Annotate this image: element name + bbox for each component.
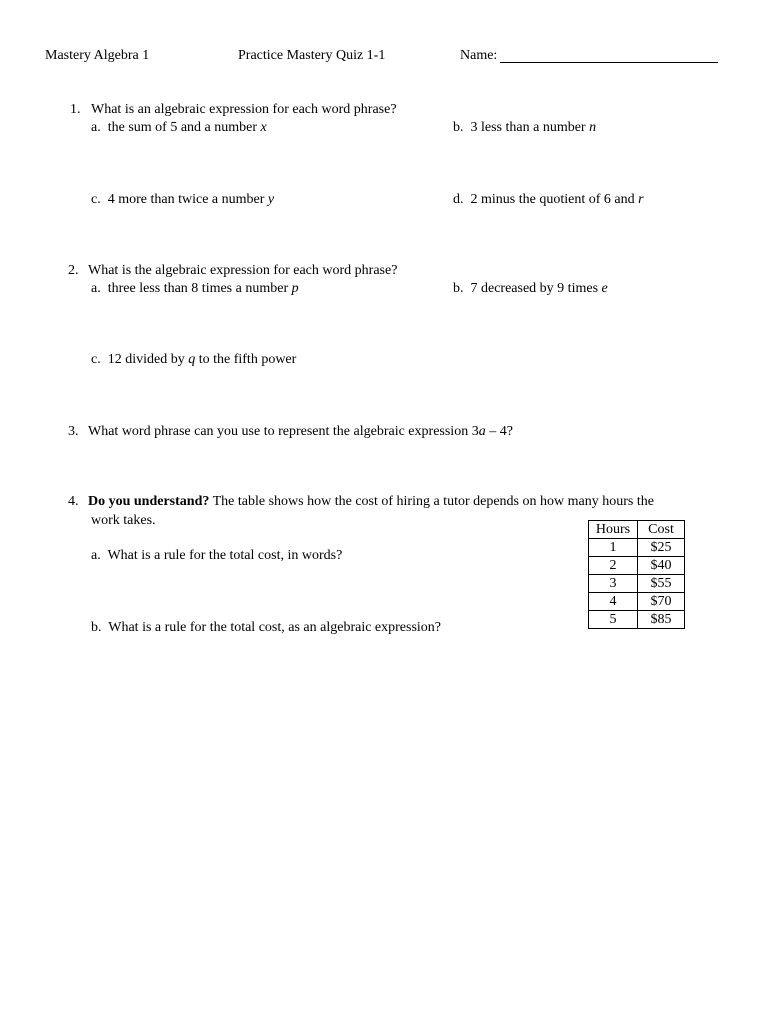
- q2-a-text: three less than 8 times a number: [107, 281, 292, 296]
- table-row: [589, 539, 685, 557]
- q1-part-a: [91, 119, 267, 137]
- q1-part-d: [453, 191, 644, 209]
- q4-bold-lead: Do you understand?: [88, 494, 210, 509]
- table-row: [589, 593, 685, 611]
- q1-b-label: b.: [453, 120, 464, 135]
- q2-prompt: What is the algebraic expression for each word phrase?: [88, 263, 398, 278]
- q2-b-variable: e: [601, 281, 608, 296]
- header-cost: Cost: [638, 521, 685, 539]
- cell-cost: $85: [638, 611, 685, 629]
- q1-number: 1.: [70, 102, 81, 117]
- q1-d-text: 2 minus the quotient of 6 and: [470, 192, 639, 207]
- q4-part-a: [91, 547, 342, 565]
- q2-c-text-post: to the fifth power: [195, 352, 297, 367]
- cell-hours: 5: [589, 611, 638, 629]
- table-row: [589, 611, 685, 629]
- cell-hours: 2: [589, 557, 638, 575]
- q1-a-variable: x: [260, 120, 267, 135]
- q4-a-label: a.: [91, 548, 101, 563]
- header-hours: Hours: [589, 521, 638, 539]
- q3-text-pre: What word phrase can you use to represent the algebraic expression 3: [88, 424, 479, 439]
- name-blank-line[interactable]: [500, 62, 718, 63]
- q1-b-variable: n: [589, 120, 597, 135]
- cell-cost: $70: [638, 593, 685, 611]
- q1-part-b: [453, 119, 596, 137]
- q1-d-label: d.: [453, 192, 464, 207]
- q1-d-variable: r: [638, 192, 644, 207]
- q1-prompt: What is an algebraic expression for each word phrase?: [91, 102, 397, 117]
- q3-number: 3.: [68, 424, 79, 439]
- q2-c-label: c.: [91, 352, 101, 367]
- q4-b-label: b.: [91, 620, 102, 635]
- q1-c-text: 4 more than twice a number: [107, 192, 268, 207]
- q2-a-label: a.: [91, 281, 101, 296]
- q2-b-label: b.: [453, 281, 464, 296]
- q3-text-post: – 4?: [485, 424, 513, 439]
- table-row: [589, 575, 685, 593]
- cell-cost: $40: [638, 557, 685, 575]
- q1-a-text: the sum of 5 and a number: [107, 120, 261, 135]
- q1-a-label: a.: [91, 120, 101, 135]
- q2-part-b: [453, 280, 608, 298]
- q4-prompt-line2: work takes.: [91, 513, 156, 528]
- course-title: Mastery Algebra 1: [45, 48, 150, 63]
- quiz-title: Practice Mastery Quiz 1-1: [238, 48, 386, 63]
- q4-b-text: What is a rule for the total cost, as an algebraic expression?: [108, 620, 442, 635]
- q2-part-c: [91, 351, 296, 369]
- q3-prompt: [88, 423, 513, 441]
- table-header-row: [589, 521, 685, 539]
- q4-part-b: [91, 619, 441, 637]
- q2-number: 2.: [68, 263, 79, 278]
- name-label: Name:: [460, 48, 498, 63]
- q2-a-variable: p: [291, 281, 299, 296]
- q1-part-c: [91, 191, 274, 209]
- q2-part-a: [91, 280, 299, 298]
- cell-cost: $25: [638, 539, 685, 557]
- cell-cost: $55: [638, 575, 685, 593]
- q4-a-text: What is a rule for the total cost, in words?: [107, 548, 343, 563]
- q2-c-text-pre: 12 divided by: [107, 352, 189, 367]
- q4-number: 4.: [68, 494, 79, 509]
- q1-c-label: c.: [91, 192, 101, 207]
- q1-b-text: 3 less than a number: [470, 120, 590, 135]
- cell-hours: 3: [589, 575, 638, 593]
- q1-c-variable: y: [267, 192, 275, 207]
- table-row: [589, 557, 685, 575]
- cell-hours: 4: [589, 593, 638, 611]
- tutor-cost-table: [588, 520, 685, 629]
- q4-prompt-text: The table shows how the cost of hiring a tutor depends on how many hours the: [209, 494, 654, 509]
- q3-variable: a: [478, 424, 486, 439]
- q2-b-text: 7 decreased by 9 times: [470, 281, 602, 296]
- q4-prompt-line1: [88, 493, 654, 511]
- q2-c-variable: q: [188, 352, 196, 367]
- cell-hours: 1: [589, 539, 638, 557]
